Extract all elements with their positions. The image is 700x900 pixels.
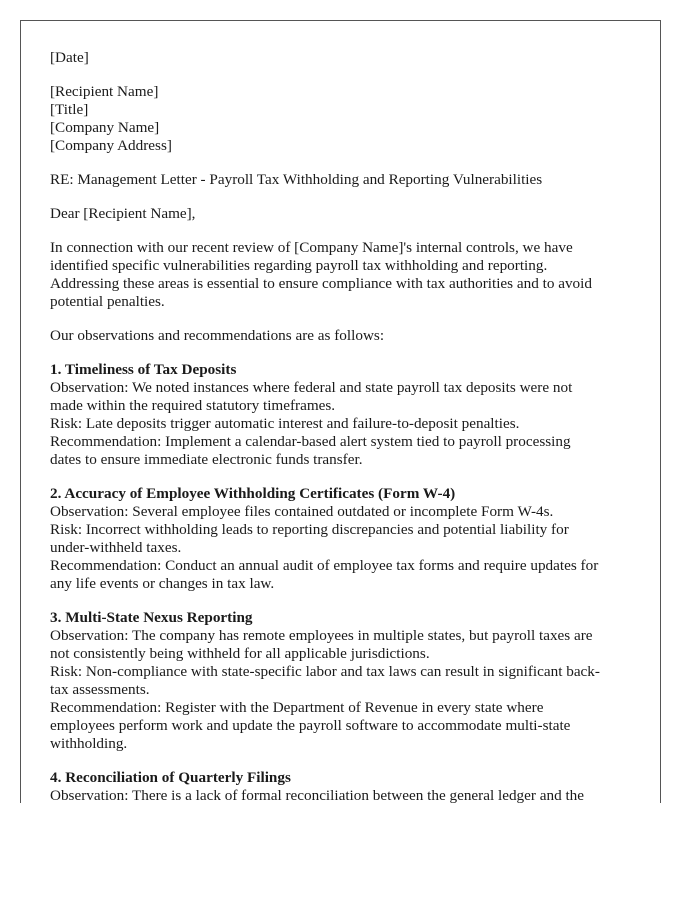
section-line: under-withheld taxes. [50,539,182,556]
intro-line: Addressing these areas is essential to ensure compliance with tax authorities and to avoid [50,275,592,292]
letter-body [50,49,640,803]
section-title: 2. Accuracy of Employee Withholding Certificates (Form W-4) [50,485,456,502]
intro-line: In connection with our recent review of [Company Name]'s internal controls, we have [50,239,573,256]
intro-line: potential penalties. [50,293,165,310]
section-line: any life events or changes in tax law. [50,575,275,592]
spacer [50,753,640,769]
section-line: made within the required statutory timeframes. [50,397,336,414]
section-line: Risk: Late deposits trigger automatic interest and failure-to-deposit penalties. [50,415,520,432]
spacer [50,593,640,609]
section-line: Observation: There is a lack of formal reconciliation between the general ledger and the [50,787,585,803]
section-line: not consistently being withheld for all applicable jurisdictions. [50,645,430,662]
section-line: tax assessments. [50,681,150,698]
section-3 [50,609,640,753]
section-line: Risk: Non-compliance with state-specific labor and tax laws can result in significant back- [50,663,600,680]
section-4 [50,769,640,803]
section-line: Observation: The company has remote employees in multiple states, but payroll taxes are [50,627,593,644]
letter-page [20,20,661,803]
intro-line: identified specific vulnerabilities regarding payroll tax withholding and reporting. [50,257,548,274]
section-line: Recommendation: Conduct an annual audit of employee tax forms and require updates for [50,557,599,574]
section-line: Recommendation: Register with the Department of Revenue in every state where [50,699,544,716]
spacer [50,311,640,327]
recipient-title: [Title] [50,101,89,118]
spacer [50,189,640,205]
spacer [50,469,640,485]
section-1 [50,361,640,469]
section-line: Observation: Several employee files contained outdated or incomplete Form W-4s. [50,503,554,520]
lead-in: Our observations and recommendations are as follows: [50,327,385,344]
recipient-name: [Recipient Name] [50,83,159,100]
recipient-block [50,83,640,155]
section-line: withholding. [50,735,128,752]
section-2 [50,485,640,593]
salutation: Dear [Recipient Name], [50,205,196,222]
subject-line: RE: Management Letter - Payroll Tax Withholding and Reporting Vulnerabilities [50,171,543,188]
spacer [50,223,640,239]
section-title: 3. Multi-State Nexus Reporting [50,609,253,626]
section-line: employees perform work and update the payroll software to accommodate multi-state [50,717,571,734]
recipient-address: [Company Address] [50,137,172,154]
section-title: 4. Reconciliation of Quarterly Filings [50,769,291,786]
section-line: dates to ensure immediate electronic funds transfer. [50,451,363,468]
section-line: Observation: We noted instances where federal and state payroll tax deposits were not [50,379,573,396]
recipient-company: [Company Name] [50,119,160,136]
section-line: Recommendation: Implement a calendar-based alert system tied to payroll processing [50,433,571,450]
section-line: Risk: Incorrect withholding leads to reporting discrepancies and potential liability for [50,521,569,538]
intro-paragraph [50,239,640,311]
spacer [50,155,640,171]
spacer [50,345,640,361]
spacer [50,67,640,83]
section-title: 1. Timeliness of Tax Deposits [50,361,237,378]
letter-date: [Date] [50,49,89,66]
